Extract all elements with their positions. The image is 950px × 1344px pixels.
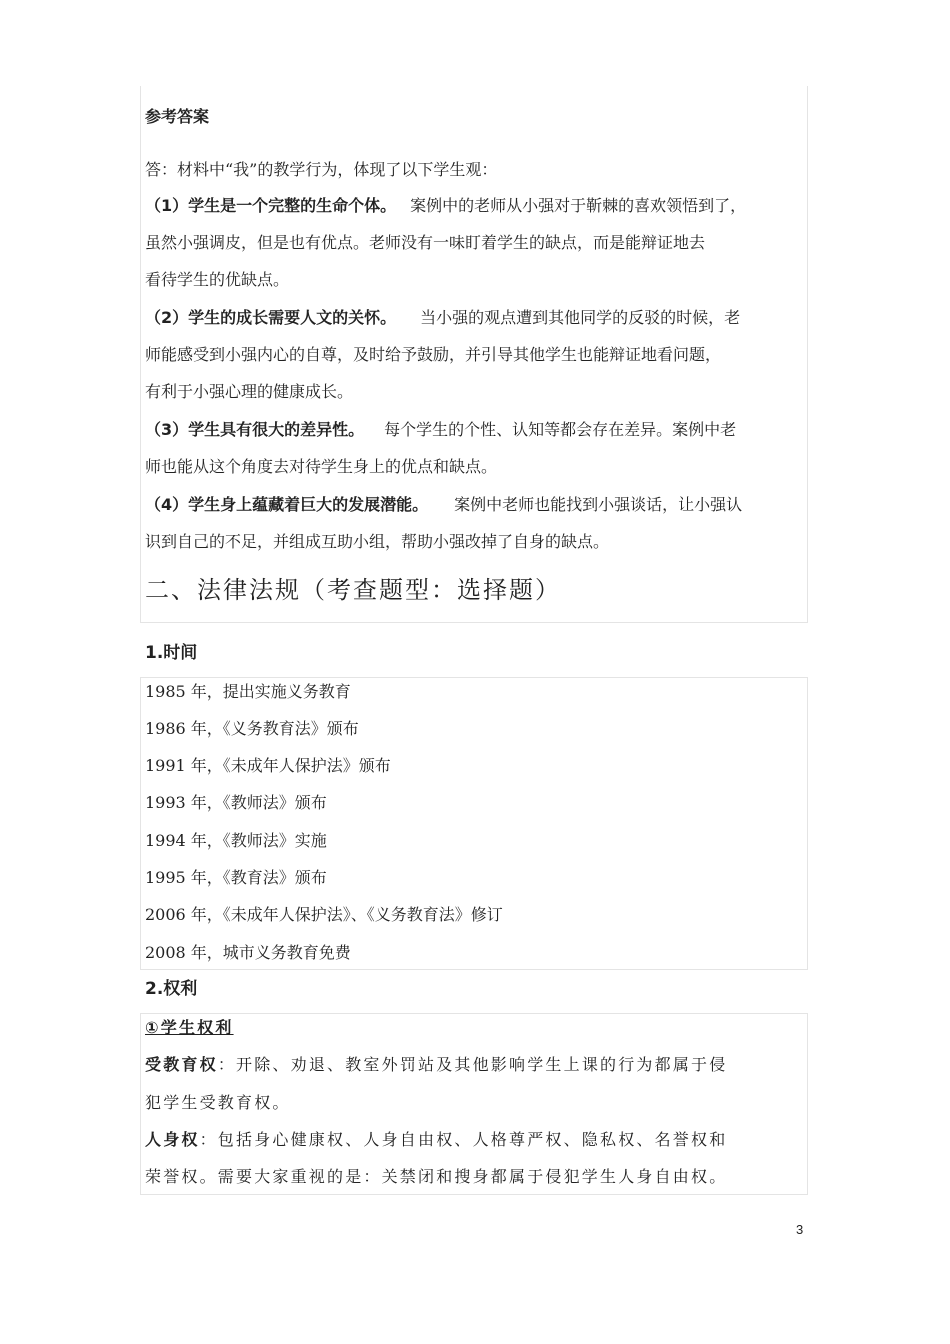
point-4-line-1 bbox=[145, 495, 742, 515]
point-2-line-1 bbox=[145, 308, 740, 328]
person-right-label: 人身权 bbox=[145, 1130, 200, 1149]
time-item: 1991 年，《未成年人保护法》颁布 bbox=[145, 756, 391, 775]
point-1-line-1 bbox=[145, 196, 746, 216]
person-right-line-2: 荣誉权。需要大家重视的是：关禁闭和搜身都属于侵犯学生人身自由权。 bbox=[145, 1167, 728, 1186]
point-1-text: 案例中的老师从小强对于靳棘的喜欢领悟到了， bbox=[410, 196, 747, 215]
point-1-line-3: 看待学生的优缺点。 bbox=[145, 270, 290, 289]
point-2-text: 当小强的观点遭到其他同学的反驳的时候，老 bbox=[420, 308, 741, 327]
person-right-line-1 bbox=[145, 1130, 727, 1150]
page-number: 3 bbox=[796, 1222, 804, 1237]
time-item: 1995 年，《教育法》颁布 bbox=[145, 868, 327, 887]
time-item: 2008 年，城市义务教育免费 bbox=[145, 943, 351, 962]
point-4-text: 案例中老师也能找到小强谈话，让小强认 bbox=[454, 495, 743, 514]
point-3-line-1 bbox=[145, 420, 736, 440]
time-item: 2006 年，《未成年人保护法》、《义务教育法》修订 bbox=[145, 905, 503, 924]
answer-title: 参考答案 bbox=[145, 107, 210, 126]
point-2-line-3: 有利于小强心理的健康成长。 bbox=[145, 382, 354, 401]
point-3-head: （3）学生具有很大的差异性。 bbox=[145, 420, 365, 439]
edu-right-text-1: ：开除、劝退、教室外罚站及其他影响学生上课的行为都属于侵 bbox=[217, 1055, 728, 1074]
point-2-head: （2）学生的成长需要人文的关怀。 bbox=[145, 308, 397, 327]
time-item: 1993 年，《教师法》颁布 bbox=[145, 793, 327, 812]
time-item: 1986 年，《义务教育法》颁布 bbox=[145, 719, 359, 738]
rights-heading: 2.权利 bbox=[145, 979, 198, 999]
point-1-line-2: 虽然小强调皮，但是也有优点。老师没有一味盯着学生的缺点，而是能辩证地去 bbox=[145, 233, 706, 252]
person-right-text-1: ：包括身心健康权、人身自由权、人格尊严权、隐私权、名誉权和 bbox=[199, 1130, 728, 1149]
point-4-head: （4）学生身上蕴藏着巨大的发展潜能。 bbox=[145, 495, 429, 514]
edu-right-line-1 bbox=[145, 1055, 727, 1075]
student-rights-label: ①学生权利 bbox=[145, 1018, 234, 1037]
edu-right-label: 受教育权 bbox=[145, 1055, 218, 1074]
time-item: 1994 年，《教师法》实施 bbox=[145, 831, 327, 850]
point-3-text: 每个学生的个性、认知等都会存在差异。案例中老 bbox=[384, 420, 737, 439]
point-1-head: （1）学生是一个完整的生命个体。 bbox=[145, 196, 397, 215]
point-2-line-2: 师能感受到小强内心的自尊，及时给予鼓励，并引导其他学生也能辩证地看问题， bbox=[145, 345, 722, 364]
section-2-title: 二、法律法规（考查题型：选择题） bbox=[145, 576, 561, 604]
point-4-line-2: 识到自己的不足，并组成互助小组，帮助小强改掉了自身的缺点。 bbox=[145, 532, 610, 551]
answer-intro: 答：材料中“我”的教学行为，体现了以下学生观： bbox=[145, 160, 498, 179]
edu-right-line-2: 犯学生受教育权。 bbox=[145, 1093, 291, 1112]
time-item: 1985 年，提出实施义务教育 bbox=[145, 682, 351, 701]
time-heading: 1.时间 bbox=[145, 643, 198, 663]
point-3-line-2: 师也能从这个角度去对待学生身上的优点和缺点。 bbox=[145, 457, 498, 476]
